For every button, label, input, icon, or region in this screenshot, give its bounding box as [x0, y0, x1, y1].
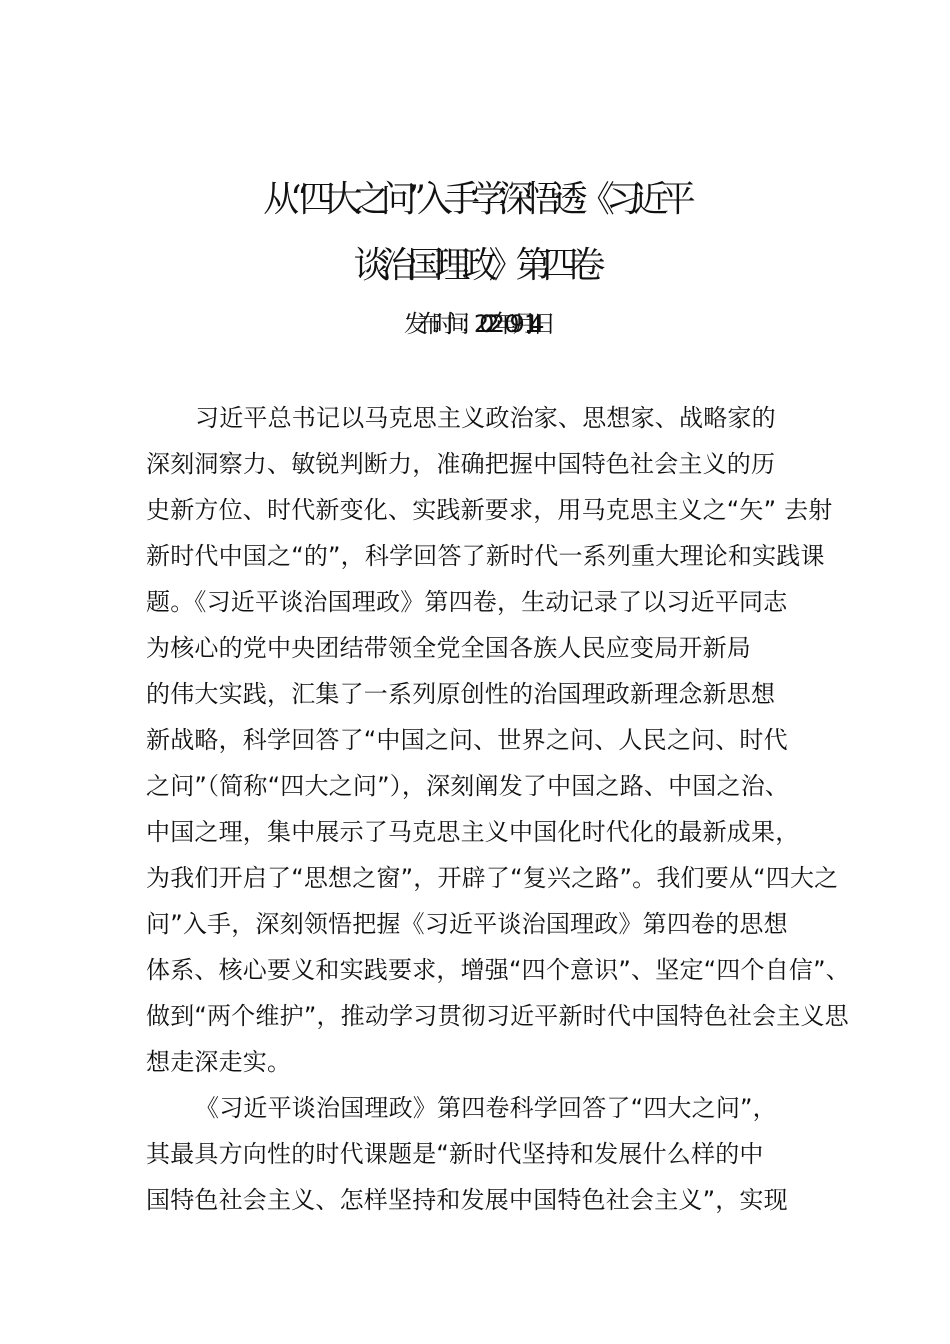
document-title-line-2: 谈治国理政》第四卷 — [353, 245, 597, 286]
paragraph-line: 为核心的党中央团结带领全党全国各族人民应变局开新局 — [146, 634, 751, 662]
paragraph-line: 题。《习近平谈治国理政》第四卷，生动记录了以习近平同志 — [146, 588, 788, 616]
paragraph-line: 中国之理，集中展示了马克思主义中国化时代化的最新成果， — [146, 818, 800, 846]
paragraph-line: 的伟大实践，汇集了一系列原创性的治国理政新理念新思想 — [146, 680, 776, 708]
paragraph-line: 深刻洞察力、敏锐判断力，准确把握中国特色社会主义的历 — [146, 450, 776, 478]
paragraph-line: 为我们开启了“思想之窗”，开辟了“复兴之路”。我们要从“四大之 — [146, 864, 839, 892]
paragraph-line: 新战略，科学回答了“中国之问、世界之问、人民之问、时代 — [146, 726, 788, 754]
paragraph-line: 做到“两个维护”，推动学习贯彻习近平新时代中国特色社会主义思 — [146, 1002, 849, 1030]
paragraph-line: 新时代中国之“的”，科学回答了新时代一系列重大理论和实践课 — [146, 542, 825, 570]
paragraph-line: 史新方位、时代新变化、实践新要求，用马克思主义之“矢” 去射 — [146, 496, 833, 524]
paragraph-line: 想走深走实。 — [146, 1048, 292, 1076]
paragraph-line: 之问”（简称“四大之问”），深刻阐发了中国之路、中国之治、 — [146, 772, 790, 800]
document-title-line-1: 从“四大之问”入手学深悟透《习近平 — [263, 179, 687, 220]
paragraph-line: 《习近平谈治国理政》第四卷科学回答了“四大之问”， — [195, 1094, 777, 1122]
paragraph-line: 体系、核心要义和实践要求，增强“四个意识”、坚定“四个自信”、 — [146, 956, 850, 984]
paragraph-line: 国特色社会主义、怎样坚持和发展中国特色社会主义”，实现 — [146, 1186, 788, 1214]
paragraph-line: 习近平总书记以马克思主义政治家、思想家、战略家的 — [195, 404, 776, 432]
publish-date: 发布时间：2022 年 09 月 14 日 — [403, 310, 547, 338]
paragraph-line: 其最具方向性的时代课题是“新时代坚持和发展什么样的中 — [146, 1140, 764, 1168]
paragraph-line: 问”入手，深刻领悟把握《习近平谈治国理政》第四卷的思想 — [146, 910, 788, 938]
